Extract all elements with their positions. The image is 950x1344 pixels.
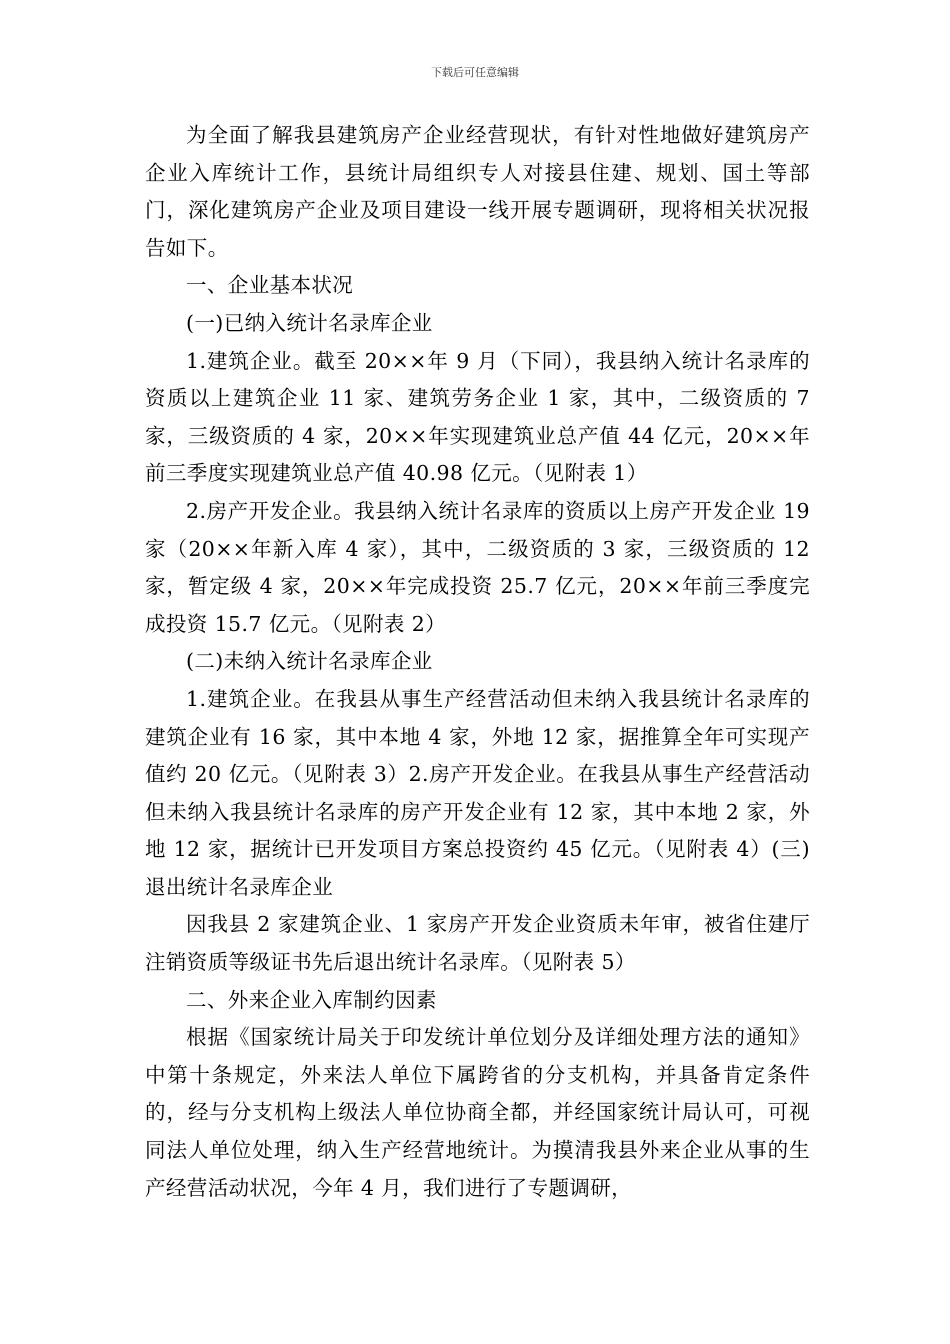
paragraph-intro: 为全面了解我县建筑房产企业经营现状，有针对性地做好建筑房产企业入库统计工作，县统计局组织专人对接县住建、规划、国土等部门，深化建筑房产企业及项目建设一线开展专题调研，现将相关状况报告如下。 <box>145 123 810 260</box>
document-body <box>145 117 810 1207</box>
paragraph-real-estate-enterprises: 2.房产开发企业。我县纳入统计名录库的资质以上房产开发企业 19 家（20××年新入库 4 家），其中，二级资质的 3 家，三级资质的 12 家，暂定级 4 家，20××年完成投资 25.7 亿元，20××年前三季度完成投资 15.7 亿元。（见附表 2） <box>145 498 810 636</box>
heading-subsection-2: (二)未纳入统计名录库企业 <box>186 649 433 674</box>
heading-subsection-1: (一)已纳入统计名录库企业 <box>186 310 433 335</box>
heading-section-2: 二、外来企业入库制约因素 <box>186 987 437 1012</box>
paragraph-construction-enterprises: 1.建筑企业。截至 20××年 9 月（下同），我县纳入统计名录库的资质以上建筑企业 11 家、建筑劳务企业 1 家，其中，二级资质的 7 家，三级资质的 4 家，20××年实现建筑业总产值 44 亿元，20××年前三季度实现建筑业总产值 40.98 亿元。（见附表 1） <box>145 348 810 486</box>
page-header: 下载后可任意编辑 <box>431 66 519 79</box>
paragraph-regulation: 根据《国家统计局关于印发统计单位划分及详细处理方法的通知》中第十条规定，外来法人单位下属跨省的分支机构，并具备肯定条件的，经与分支机构上级法人单位协商全都，并经国家统计局认可，可视同法人单位处理，纳入生产经营地统计。为摸清我县外来企业从事的生产经营活动状况，今年 4 月，我们进行了专题调研， <box>145 1025 810 1200</box>
paragraph-exited-enterprises: 因我县 2 家建筑企业、1 家房产开发企业资质未年审，被省住建厅注销资质等级证书先后退出统计名录库。（见附表 5） <box>145 912 810 975</box>
paragraph-unregistered-enterprises: 1.建筑企业。在我县从事生产经营活动但未纳入我县统计名录库的建筑企业有 16 家，其中本地 4 家，外地 12 家，据推算全年可实现产值约 20 亿元。（见附表 3）2.房产开发企业。在我县从事生产经营活动但未纳入我县统计名录库的房产开发企业有 12 家，其中本地 2 家，外地 12 家，据统计已开发项目方案总投资约 45 亿元。（见附表 4）(三)退出统计名录库企业 <box>145 686 810 899</box>
heading-section-1: 一、企业基本状况 <box>186 273 354 298</box>
